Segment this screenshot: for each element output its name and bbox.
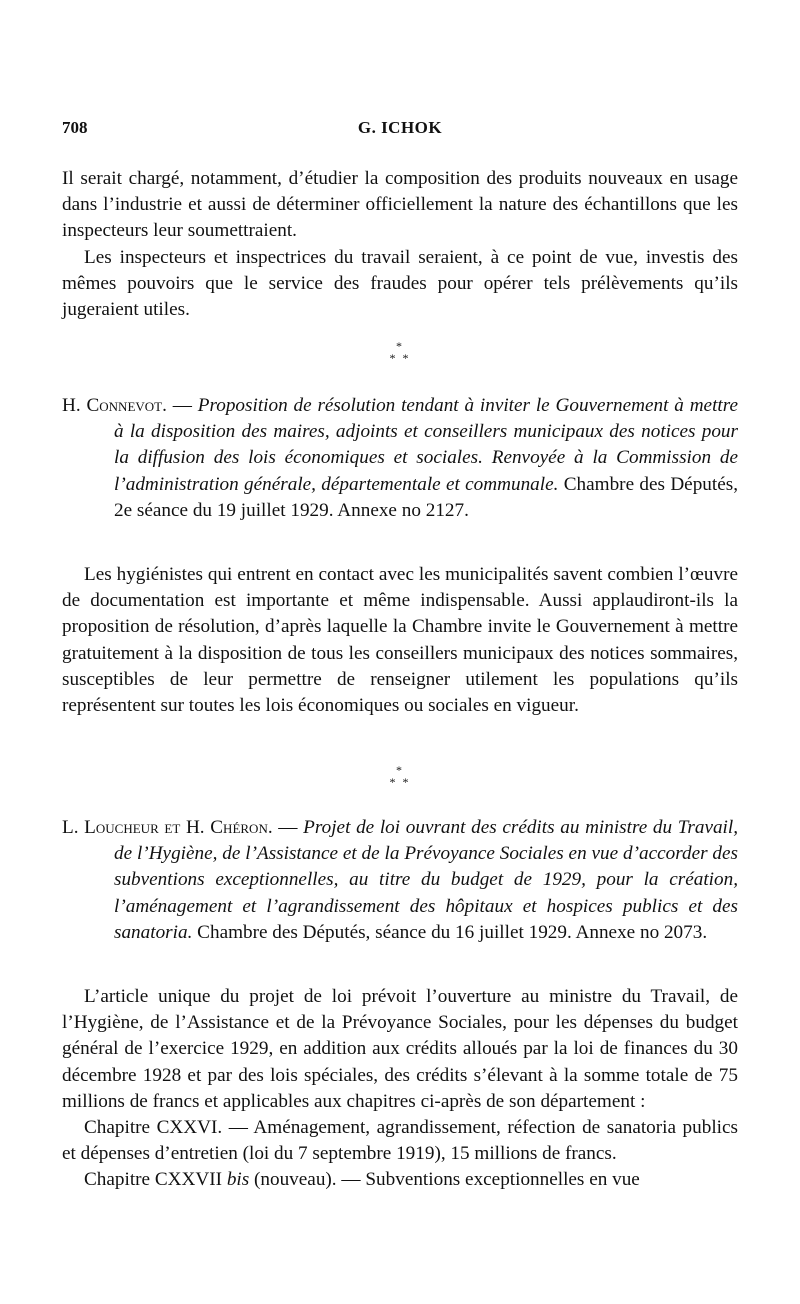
section-text-3 xyxy=(62,984,738,1194)
entry-dash: — xyxy=(272,817,304,838)
entry-dash: — xyxy=(166,395,198,416)
entry-source: Chambre des Députés, 2e séance du 19 juillet 1929. Annexe no 2127. xyxy=(114,473,738,521)
paragraph: Il serait chargé, notamment, d’étudier la composition des produits nouveaux en usage dans l’industrie et aussi de déterminer officiellement la nature des échantillons que les inspecteurs leur soumettraient. xyxy=(62,168,738,242)
entry-source: Chambre des Députés, séance du 16 juillet 1929. Annexe no 2073. xyxy=(192,921,708,943)
paragraph: L’article unique du projet de loi prévoit l’ouverture au ministre du Travail, de l’Hygiène, de l’Assistance et de la Prévoyance Sociales, pour les dépenses du budget général de l’exercice 1929, en addition aux crédits alloués par la loi de finances du 30 décembre 1928 et par des lois spéciales, des crédits s’élevant à la somme totale de 75 millions de francs et applicables aux chapitres ci-après de son département : xyxy=(62,986,738,1112)
section-separator xyxy=(370,764,430,788)
section-text-1 xyxy=(62,166,738,323)
entry-author: H. Connevot. xyxy=(62,395,167,416)
chapter-label: Chapitre CXXVII xyxy=(84,1169,227,1191)
bibliographic-entry-2 xyxy=(62,815,738,946)
separator-stars-bottom: * * xyxy=(389,775,411,789)
entry-title: Proposition de résolution tendant à inviter le Gouvernement à mettre à la disposition des maires, adjoints et conseillers municipaux des notices pour la diffusion des lois économiques et sociales. Renvoyée à la Commission de l’administration générale, départementale et communale. xyxy=(114,395,739,495)
chapter-text: (nouveau). — Subventions exceptionnelles en vue xyxy=(249,1169,640,1191)
separator-star-top: * xyxy=(396,339,404,353)
entry-title: Projet de loi ouvrant des crédits au ministre du Travail, de l’Hygiène, de l’Assistance et de la Prévoyance Sociales en vue d’accorder des subventions exceptionnelles, au titre du budget de 1929, pour la création, l’aménagement et l’agrandissement des hôpitaux et hospices publics et des sanatoria. xyxy=(114,817,739,943)
separator-star-top: * xyxy=(396,763,404,777)
paragraph xyxy=(62,1167,738,1193)
page-header xyxy=(62,118,738,144)
entry-author: L. Loucheur et H. Chéron. xyxy=(62,817,273,838)
page-number: 708 xyxy=(62,118,88,137)
paragraph: Chapitre CXXVI. — Aménagement, agrandissement, réfection de sanatoria publics et dépenses d’entretien (loi du 7 septembre 1919), 15 millions de francs. xyxy=(62,1117,738,1165)
paragraph: Les inspecteurs et inspectrices du travail seraient, à ce point de vue, investis des mêmes pouvoirs que le service des fraudes pour opérer tels prélèvements qu’ils jugeraient utiles. xyxy=(62,246,738,321)
section-separator xyxy=(370,340,430,364)
paragraph: Les hygiénistes qui entrent en contact avec les municipalités savent combien l’œuvre de documentation est importante et même indispensable. Aussi applaudiront-ils la proposition de résolution, d’après laquelle la Chambre invite le Gouvernement à mettre gratuitement à la disposition de tous les conseillers municipaux des notices sommaires, susceptibles de leur permettre de renseigner utilement les populations qu’ils représentent sur toutes les lois économiques ou sociales en vigueur. xyxy=(62,564,738,717)
chapter-bis: bis xyxy=(226,1169,250,1191)
running-head: G. ICHOK xyxy=(357,118,443,137)
separator-stars-bottom: * * xyxy=(389,351,411,365)
bibliographic-entry-1 xyxy=(62,393,738,524)
section-text-2 xyxy=(62,562,738,719)
